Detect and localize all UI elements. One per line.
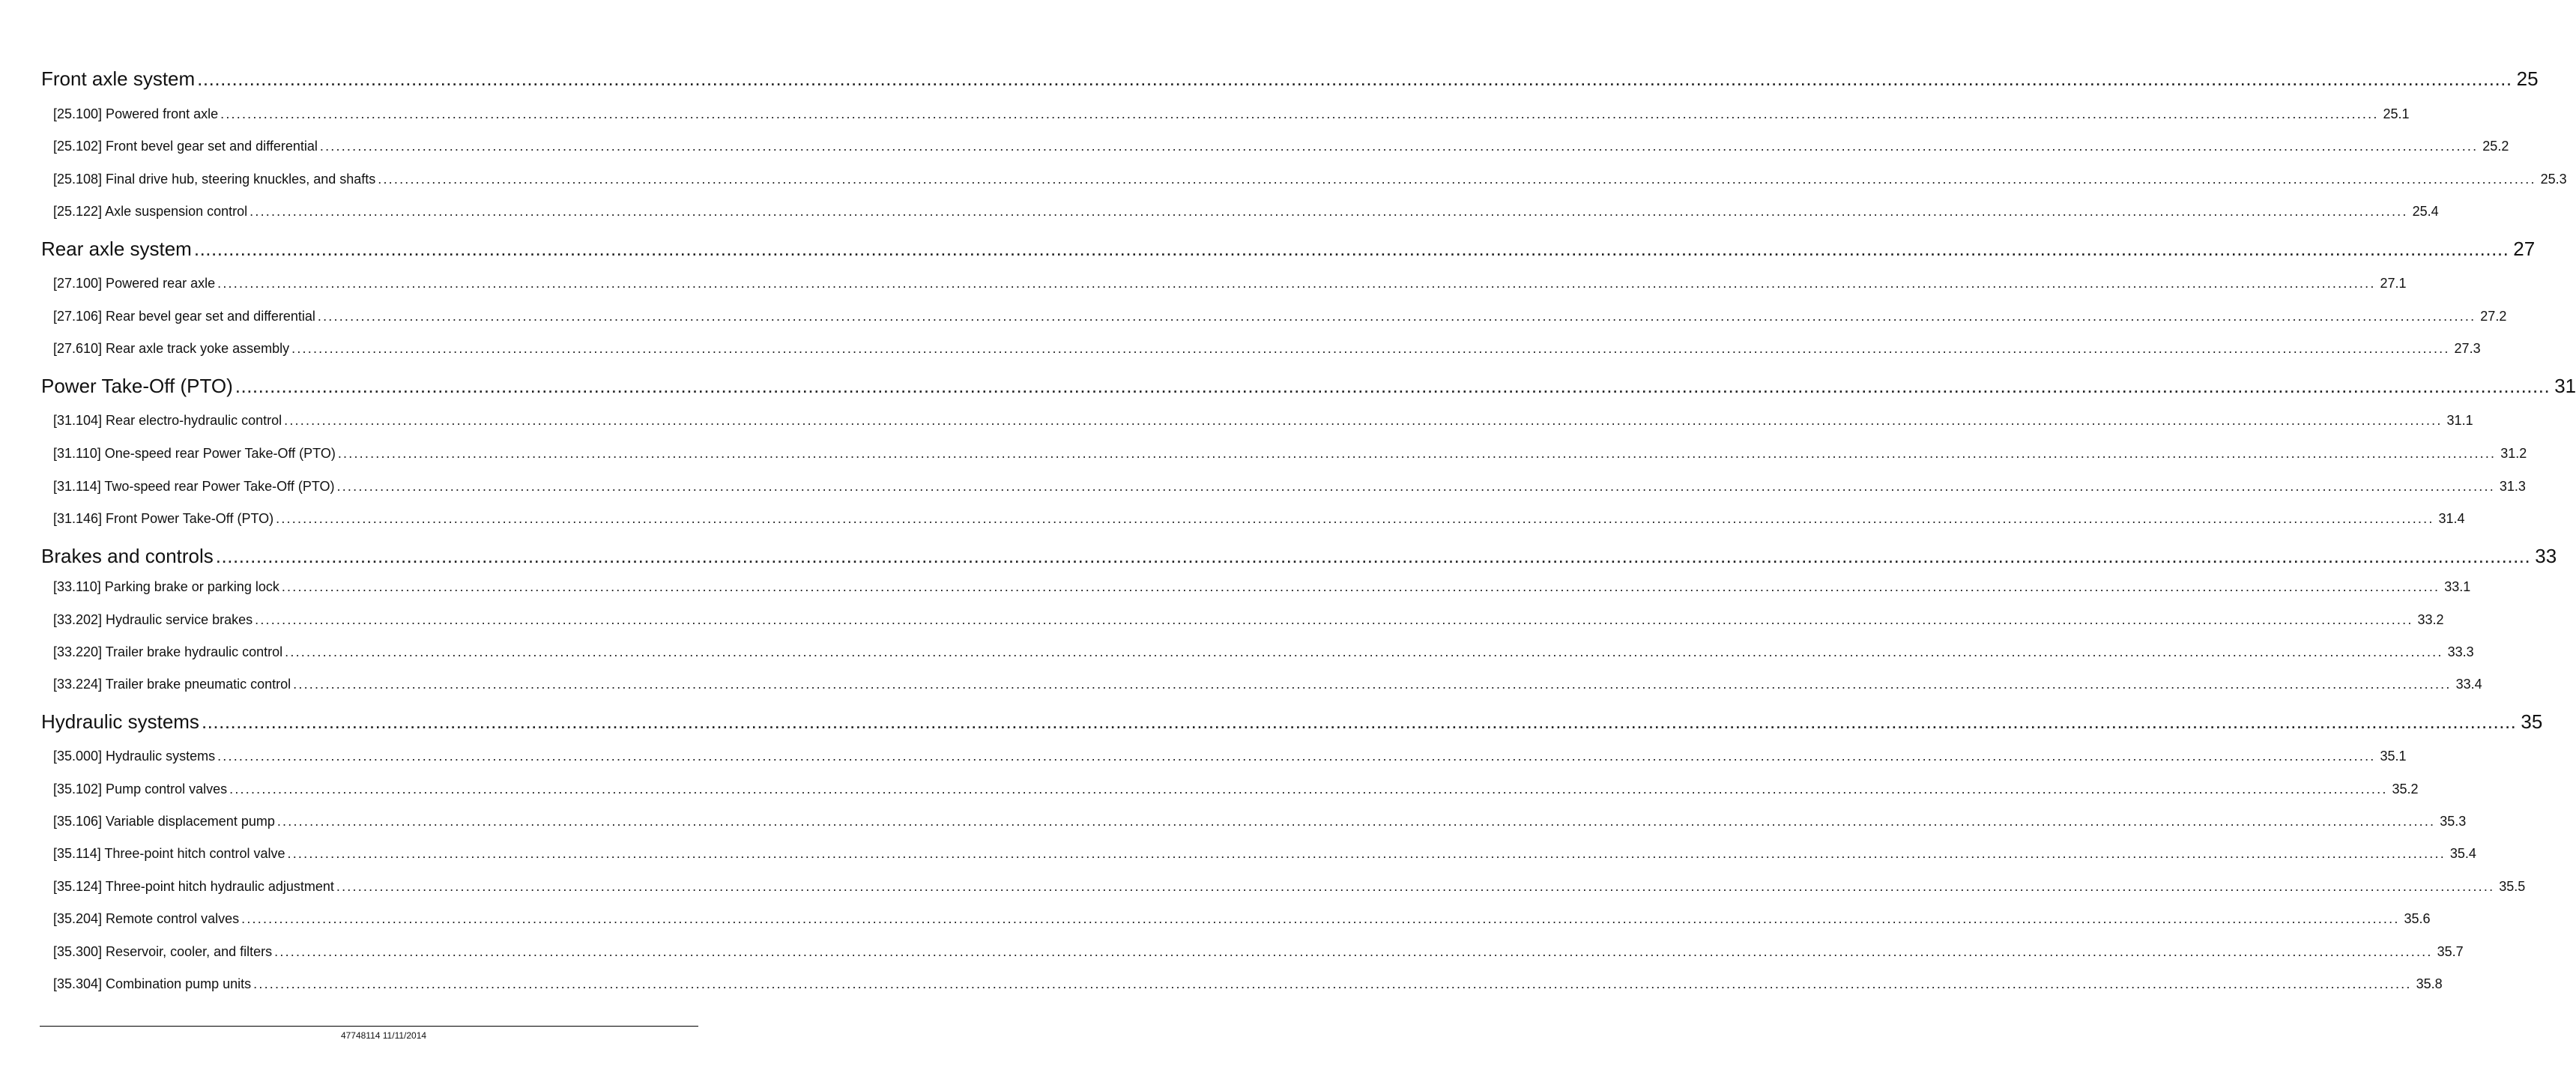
toc-entry[interactable]	[53, 106, 2410, 122]
toc-section-page: 31	[2554, 375, 2576, 397]
toc-entry-page: 31.3	[2499, 479, 2526, 494]
toc-section-title: Rear axle system	[41, 238, 192, 260]
toc-leader-dots: ................................................................................................................................................................................................................................................................................................................................................................................................................	[274, 944, 2433, 959]
toc-entry-page: 25.2	[2482, 139, 2509, 154]
toc-section-page: 27	[2513, 238, 2536, 260]
toc-entry[interactable]	[53, 413, 2473, 429]
toc-entry[interactable]	[53, 446, 2527, 462]
toc-section[interactable]	[41, 238, 2536, 261]
toc-entry[interactable]	[53, 309, 2507, 324]
toc-leader-dots: ................................................................................................................................................................................................................................................................................................................................................................................................................	[217, 749, 2376, 764]
toc-leader-dots: ................................................................................................................................................................................................................................................................................................................................................................................................................	[293, 677, 2452, 692]
toc-entry[interactable]	[53, 879, 2526, 895]
toc-leader-dots: ................................................................................................................................................................................................................................................................................................................................................................................................................	[250, 204, 2408, 219]
toc-entry-page: 27.2	[2480, 309, 2507, 324]
toc-leader-dots: ................................................................................................................................................................................................................................................................................................................................................................................................................	[193, 238, 2509, 260]
toc-entry-title: [35.300] Reservoir, cooler, and filters	[53, 944, 273, 959]
toc-leader-dots: ................................................................................................................................................................................................................................................................................................................................................................................................................	[287, 846, 2446, 861]
toc-entry[interactable]	[53, 579, 2471, 595]
toc-entry[interactable]	[53, 644, 2474, 660]
toc-leader-dots: ................................................................................................................................................................................................................................................................................................................................................................................................................	[336, 879, 2495, 894]
toc-leader-dots: ................................................................................................................................................................................................................................................................................................................................................................................................................	[241, 911, 2400, 926]
toc-section[interactable]	[41, 67, 2539, 91]
toc-leader-dots: ................................................................................................................................................................................................................................................................................................................................................................................................................	[378, 172, 2536, 187]
toc-leader-dots: ................................................................................................................................................................................................................................................................................................................................................................................................................	[291, 341, 2450, 356]
toc-entry-page: 31.1	[2446, 413, 2473, 428]
toc-entry[interactable]	[53, 139, 2509, 154]
toc-leader-dots: ................................................................................................................................................................................................................................................................................................................................................................................................................	[281, 579, 2440, 594]
toc-leader-dots: ................................................................................................................................................................................................................................................................................................................................................................................................................	[284, 413, 2443, 428]
toc-entry[interactable]	[53, 341, 2481, 357]
toc-entry-title: [25.102] Front bevel gear set and differential	[53, 139, 318, 154]
toc-section-title: Front axle system	[41, 67, 196, 90]
footer-divider	[40, 1026, 698, 1027]
toc-leader-dots: ................................................................................................................................................................................................................................................................................................................................................................................................................	[235, 375, 2551, 397]
toc-section-page: 35	[2521, 710, 2543, 733]
toc-leader-dots: ................................................................................................................................................................................................................................................................................................................................................................................................................	[276, 511, 2434, 526]
toc-entry-page: 33.4	[2455, 677, 2482, 692]
toc-leader-dots: ................................................................................................................................................................................................................................................................................................................................................................................................................	[319, 139, 2479, 154]
toc-entry[interactable]	[53, 814, 2467, 829]
toc-entry[interactable]	[53, 479, 2526, 495]
toc-leader-dots: ................................................................................................................................................................................................................................................................................................................................................................................................................	[253, 976, 2412, 991]
toc-entry-page: 35.2	[2392, 782, 2419, 797]
toc-leader-dots: ................................................................................................................................................................................................................................................................................................................................................................................................................	[255, 612, 2413, 627]
toc-entry-title: [31.110] One-speed rear Power Take-Off (PTO)	[53, 446, 336, 461]
toc-leader-dots: ................................................................................................................................................................................................................................................................................................................................................................................................................	[229, 782, 2388, 797]
toc-entry-page: 31.4	[2438, 511, 2465, 526]
toc-entry-title: [35.102] Pump control valves	[53, 782, 228, 797]
toc-entry[interactable]	[53, 846, 2476, 862]
toc-entry-title: [35.000] Hydraulic systems	[53, 749, 216, 764]
toc-section-title: Brakes and controls	[41, 545, 214, 567]
toc-entry-page: 27.1	[2380, 276, 2407, 291]
toc-entry[interactable]	[53, 749, 2407, 764]
toc-section-title: Power Take-Off (PTO)	[41, 375, 233, 397]
toc-entry-title: [33.202] Hydraulic service brakes	[53, 612, 253, 627]
toc-leader-dots: ................................................................................................................................................................................................................................................................................................................................................................................................................	[215, 545, 2531, 567]
toc-entry-title: [25.100] Powered front axle	[53, 106, 219, 121]
toc-entry-title: [31.104] Rear electro-hydraulic control	[53, 413, 282, 428]
toc-section-page: 33	[2535, 545, 2557, 567]
toc-section-title: Hydraulic systems	[41, 710, 199, 733]
toc-entry-title: [35.204] Remote control valves	[53, 911, 240, 926]
toc-entry-page: 35.7	[2437, 944, 2464, 959]
toc-entry-page: 33.1	[2444, 579, 2471, 594]
toc-entry-title: [35.304] Combination pump units	[53, 976, 252, 991]
toc-entry[interactable]	[53, 612, 2444, 628]
toc-entry-title: [25.122] Axle suspension control	[53, 204, 248, 219]
toc-entry-page: 25.1	[2383, 106, 2410, 121]
toc-entry-title: [31.114] Two-speed rear Power Take-Off (PTO)	[53, 479, 335, 494]
toc-entry[interactable]	[53, 172, 2567, 187]
toc-leader-dots: ................................................................................................................................................................................................................................................................................................................................................................................................................	[217, 276, 2376, 291]
toc-entry-page: 35.5	[2499, 879, 2526, 894]
toc-leader-dots: ................................................................................................................................................................................................................................................................................................................................................................................................................	[317, 309, 2476, 324]
toc-entry[interactable]	[53, 511, 2465, 527]
toc-leader-dots: ................................................................................................................................................................................................................................................................................................................................................................................................................	[220, 106, 2379, 121]
toc-entry-page: 25.4	[2412, 204, 2439, 219]
toc-entry-page: 33.3	[2447, 644, 2474, 659]
toc-entry-title: [31.146] Front Power Take-Off (PTO)	[53, 511, 274, 526]
toc-entry-page: 35.8	[2416, 976, 2443, 991]
toc-leader-dots: ................................................................................................................................................................................................................................................................................................................................................................................................................	[285, 644, 2443, 659]
toc-entry-title: [25.108] Final drive hub, steering knuckles, and shafts	[53, 172, 376, 187]
toc-leader-dots: ................................................................................................................................................................................................................................................................................................................................................................................................................	[276, 814, 2436, 829]
toc-entry[interactable]	[53, 677, 2482, 692]
toc-entry[interactable]	[53, 276, 2407, 291]
toc-entry-page: 25.3	[2540, 172, 2567, 187]
toc-entry-title: [27.100] Powered rear axle	[53, 276, 216, 291]
toc-entry-title: [27.610] Rear axle track yoke assembly	[53, 341, 290, 356]
toc-leader-dots: ................................................................................................................................................................................................................................................................................................................................................................................................................	[201, 710, 2517, 733]
toc-entry-page: 33.2	[2417, 612, 2444, 627]
toc-leader-dots: ................................................................................................................................................................................................................................................................................................................................................................................................................	[197, 67, 2512, 90]
toc-entry-page: 27.3	[2454, 341, 2481, 356]
footer-document-id: 47748114 11/11/2014	[340, 1030, 427, 1041]
toc-entry-title: [35.114] Three-point hitch control valve	[53, 846, 285, 861]
toc-entry-title: [35.124] Three-point hitch hydraulic adjustment	[53, 879, 334, 894]
toc-section-page: 25	[2516, 67, 2539, 90]
toc-entry-title: [35.106] Variable displacement pump	[53, 814, 275, 829]
toc-entry-page: 35.1	[2380, 749, 2407, 764]
toc-entry-page: 35.4	[2449, 846, 2476, 861]
toc-entry-page: 35.3	[2440, 814, 2467, 829]
toc-section[interactable]	[41, 710, 2543, 734]
toc-section[interactable]	[41, 375, 2576, 398]
toc-entry-title: [33.110] Parking brake or parking lock	[53, 579, 279, 594]
toc-leader-dots: ................................................................................................................................................................................................................................................................................................................................................................................................................	[337, 446, 2497, 461]
toc-entry-title: [27.106] Rear bevel gear set and differential	[53, 309, 315, 324]
toc-entry-title: [33.220] Trailer brake hydraulic control	[53, 644, 283, 659]
toc-entry[interactable]	[53, 976, 2443, 992]
toc-entry[interactable]	[53, 911, 2431, 927]
toc-entry[interactable]	[53, 204, 2439, 220]
toc-entry-title: [33.224] Trailer brake pneumatic control	[53, 677, 291, 692]
toc-entry-page: 31.2	[2500, 446, 2527, 461]
toc-section[interactable]	[41, 545, 2557, 568]
toc-entry[interactable]	[53, 944, 2464, 960]
toc-entry-page: 35.6	[2404, 911, 2431, 926]
toc-entry[interactable]	[53, 782, 2419, 797]
toc-leader-dots: ................................................................................................................................................................................................................................................................................................................................................................................................................	[336, 479, 2495, 494]
